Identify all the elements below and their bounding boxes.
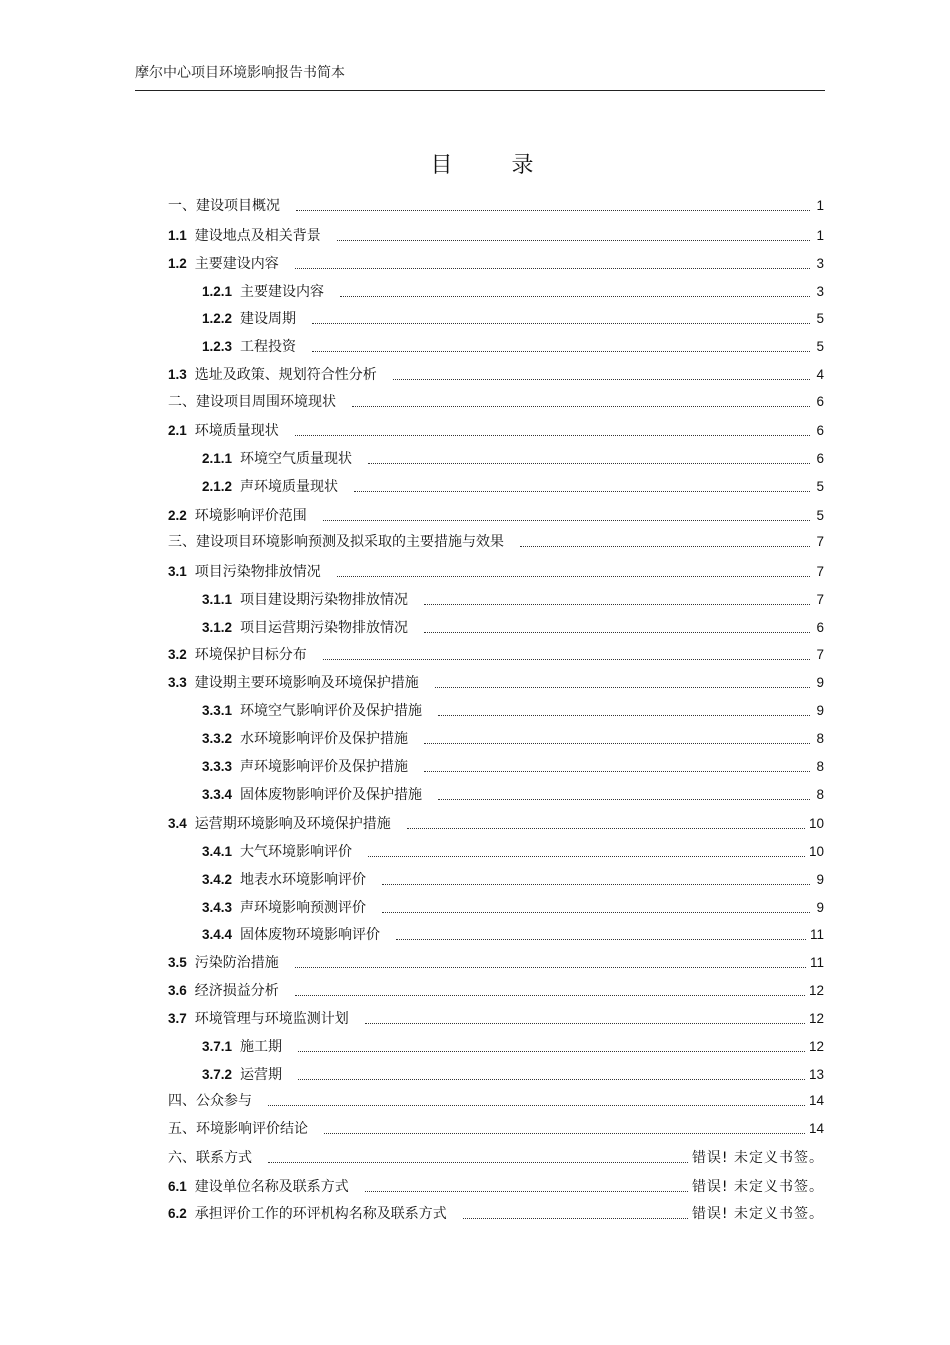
dot-leader <box>268 1099 805 1106</box>
page-number: 5 <box>816 310 824 326</box>
toc-entry[interactable] <box>168 812 824 834</box>
page-number: 6 <box>816 619 824 635</box>
section-number: 3.7.2 <box>202 1066 233 1082</box>
toc-entry-heading <box>168 336 296 356</box>
page-number: 6 <box>816 450 824 466</box>
toc-entry-heading <box>168 531 504 551</box>
dot-leader <box>352 400 810 407</box>
dot-leader <box>424 598 810 605</box>
toc-entry-heading <box>168 1147 252 1167</box>
page-number: 14 <box>808 1120 824 1136</box>
section-number: 3.3.4 <box>202 786 233 802</box>
toc-entry-heading <box>168 1176 349 1196</box>
toc-entry[interactable] <box>168 868 824 890</box>
section-title: 声环境影响预测评价 <box>240 900 367 916</box>
section-title: 四、公众参与 <box>168 1093 252 1109</box>
page-number: 10 <box>808 815 824 831</box>
page-number: 11 <box>809 954 824 970</box>
toc-entry-heading <box>168 1090 252 1110</box>
section-title: 运营期 <box>240 1067 283 1083</box>
toc-entry-heading <box>168 980 279 1000</box>
dot-leader <box>393 373 810 380</box>
section-title: 环境空气质量现状 <box>240 451 353 467</box>
section-number: 3.1.2 <box>202 619 233 635</box>
section-number: 1.2.2 <box>202 310 233 326</box>
section-number: 3.1 <box>168 563 187 579</box>
page-number: 7 <box>816 646 824 662</box>
section-title: 项目污染物排放情况 <box>194 564 321 580</box>
section-number: 2.2 <box>168 507 187 523</box>
toc-entry-heading <box>168 589 408 609</box>
toc-entry[interactable] <box>168 951 824 973</box>
toc-entry[interactable] <box>168 699 824 721</box>
section-number: 6.2 <box>168 1205 187 1221</box>
toc-entry-heading <box>168 281 324 301</box>
toc-entry[interactable] <box>168 363 824 385</box>
toc-entry-heading <box>168 561 321 581</box>
section-title: 工程投资 <box>240 339 297 355</box>
toc-entry[interactable] <box>168 504 824 526</box>
toc-entry-heading <box>168 1203 447 1223</box>
section-title: 固体废物环境影响评价 <box>240 927 381 943</box>
toc-entry[interactable] <box>168 923 824 945</box>
header-divider <box>135 90 825 91</box>
toc-entry-heading <box>168 448 352 468</box>
toc-entry[interactable] <box>168 1146 824 1168</box>
section-title: 地表水环境影响评价 <box>240 872 367 888</box>
toc-entry-heading <box>168 756 408 776</box>
dot-leader <box>407 822 805 829</box>
page-number: 7 <box>816 591 824 607</box>
page-number: 1 <box>816 197 824 213</box>
dot-leader <box>337 570 810 577</box>
dot-leader <box>368 457 810 464</box>
toc-entry-heading <box>168 1118 308 1138</box>
toc-entry[interactable] <box>168 280 824 302</box>
toc-entry-heading <box>168 644 307 664</box>
toc-entry[interactable] <box>168 616 824 638</box>
page-number: 1 <box>816 227 824 243</box>
toc-entry[interactable] <box>168 1063 824 1085</box>
section-title: 运营期环境影响及环境保护措施 <box>194 816 391 832</box>
dot-leader <box>424 765 810 772</box>
dot-leader <box>520 540 810 547</box>
section-number: 3.4.1 <box>202 843 233 859</box>
page-number: 12 <box>808 1010 824 1026</box>
toc-entry-heading <box>168 617 408 637</box>
toc-entry[interactable] <box>168 840 824 862</box>
toc-entry-heading <box>168 1008 349 1028</box>
dot-leader <box>382 906 810 913</box>
section-title: 声环境质量现状 <box>240 479 339 495</box>
section-number: 1.1 <box>168 227 187 243</box>
toc-entry[interactable] <box>168 419 824 441</box>
toc-entry[interactable] <box>168 390 824 412</box>
toc-entry[interactable] <box>168 307 824 329</box>
section-number: 1.3 <box>168 366 187 382</box>
toc-entry-heading <box>168 869 366 889</box>
dot-leader <box>382 878 810 885</box>
toc-entry-heading <box>168 952 279 972</box>
section-number: 6.1 <box>168 1178 187 1194</box>
toc-entry[interactable] <box>168 755 824 777</box>
toc-entry-heading <box>168 476 338 496</box>
page-number: 7 <box>816 533 824 549</box>
section-title: 环境影响评价范围 <box>194 508 307 524</box>
section-title: 五、环境影响评价结论 <box>168 1121 308 1137</box>
section-number: 3.4.3 <box>202 899 233 915</box>
toc-entry-heading <box>168 672 419 692</box>
dot-leader <box>295 262 810 269</box>
dot-leader <box>312 317 810 324</box>
toc-entry[interactable] <box>168 447 824 469</box>
page-number: 14 <box>808 1092 824 1108</box>
toc-entry[interactable] <box>168 671 824 693</box>
section-title: 污染防治措施 <box>194 955 279 971</box>
section-number: 3.3.3 <box>202 758 233 774</box>
page-number: 8 <box>816 730 824 746</box>
toc-entry[interactable] <box>168 252 824 274</box>
page-number: 错误! 未定义书签。 <box>691 1179 824 1195</box>
toc-entry-heading <box>168 391 336 411</box>
dot-leader <box>296 204 810 211</box>
page-number: 6 <box>816 393 824 409</box>
toc-entry-heading <box>168 364 377 384</box>
toc-entry[interactable] <box>168 1175 824 1197</box>
section-number: 2.1.1 <box>202 450 233 466</box>
section-title: 建设期主要环境影响及环境保护措施 <box>194 675 419 691</box>
section-title: 建设单位名称及联系方式 <box>194 1179 349 1195</box>
section-number: 3.5 <box>168 954 187 970</box>
section-number: 3.3.2 <box>202 730 233 746</box>
section-number: 2.1 <box>168 422 187 438</box>
dot-leader <box>354 485 810 492</box>
section-title: 声环境影响评价及保护措施 <box>240 759 409 775</box>
toc-entry[interactable] <box>168 335 824 357</box>
section-title: 环境管理与环境监测计划 <box>194 1011 349 1027</box>
dot-leader <box>365 1185 688 1192</box>
page-number: 11 <box>809 926 824 942</box>
dot-leader <box>424 737 810 744</box>
toc-entry[interactable] <box>168 530 824 552</box>
page-number: 3 <box>816 255 824 271</box>
toc-entry-heading <box>168 420 279 440</box>
toc-entry-heading <box>168 1036 282 1056</box>
toc-entry-heading <box>168 225 321 245</box>
dot-leader <box>268 1156 688 1163</box>
toc-entry[interactable] <box>168 979 824 1001</box>
toc-title: 目 录 <box>430 153 560 178</box>
section-number: 3.6 <box>168 982 187 998</box>
page-number: 9 <box>816 871 824 887</box>
page-number: 错误! 未定义书签。 <box>691 1206 824 1222</box>
section-title: 项目建设期污染物排放情况 <box>240 592 409 608</box>
section-number: 2.1.2 <box>202 478 233 494</box>
toc-entry[interactable] <box>168 588 824 610</box>
section-number: 3.2 <box>168 646 187 662</box>
section-number: 1.2.1 <box>202 283 233 299</box>
toc-entry-heading <box>168 813 391 833</box>
section-title: 大气环境影响评价 <box>240 844 353 860</box>
page-number: 6 <box>816 422 824 438</box>
dot-leader <box>312 345 810 352</box>
page-number: 7 <box>816 563 824 579</box>
section-title: 水环境影响评价及保护措施 <box>240 731 409 747</box>
dot-leader <box>365 1017 805 1024</box>
toc-entry[interactable] <box>168 560 824 582</box>
toc-entry-heading <box>168 505 307 525</box>
dot-leader <box>324 1127 805 1134</box>
page-number: 8 <box>816 758 824 774</box>
toc-entry-heading <box>168 1064 282 1084</box>
section-title: 一、建设项目概况 <box>168 198 280 214</box>
dot-leader <box>340 290 810 297</box>
toc-entry-heading <box>168 253 279 273</box>
dot-leader <box>463 1212 688 1219</box>
toc-entry-heading <box>168 841 352 861</box>
section-title: 经济损益分析 <box>194 983 279 999</box>
page-number: 8 <box>816 786 824 802</box>
dot-leader <box>396 933 806 940</box>
toc-entry[interactable] <box>168 1117 824 1139</box>
section-number: 1.2 <box>168 255 187 271</box>
section-number: 3.3 <box>168 674 187 690</box>
toc-entry-heading <box>168 308 296 328</box>
dot-leader <box>295 989 805 996</box>
toc-entry[interactable] <box>168 783 824 805</box>
toc-entry[interactable] <box>168 727 824 749</box>
page-number: 3 <box>816 283 824 299</box>
dot-leader <box>438 793 810 800</box>
page-number: 13 <box>808 1066 824 1082</box>
toc-entry[interactable] <box>168 1007 824 1029</box>
dot-leader <box>295 961 806 968</box>
section-title: 三、建设项目环境影响预测及拟采取的主要措施与效果 <box>168 534 504 550</box>
section-number: 3.7 <box>168 1010 187 1026</box>
dot-leader <box>298 1073 805 1080</box>
dot-leader <box>424 626 810 633</box>
toc-entry-heading <box>168 195 280 215</box>
section-title: 六、联系方式 <box>168 1150 252 1166</box>
dot-leader <box>337 234 810 241</box>
page-number: 错误! 未定义书签。 <box>691 1150 824 1166</box>
section-title: 承担评价工作的环评机构名称及联系方式 <box>194 1206 447 1222</box>
page-number: 9 <box>816 674 824 690</box>
page-number: 10 <box>808 843 824 859</box>
section-number: 3.1.1 <box>202 591 233 607</box>
toc-entry[interactable] <box>168 1035 824 1057</box>
section-title: 项目运营期污染物排放情况 <box>240 620 409 636</box>
document-header: 摩尔中心项目环境影响报告书简本 <box>135 65 345 81</box>
toc-entry[interactable] <box>168 1202 824 1224</box>
page-number: 12 <box>808 1038 824 1054</box>
toc-entry[interactable] <box>168 475 824 497</box>
section-title: 二、建设项目周围环境现状 <box>168 394 336 410</box>
dot-leader <box>323 653 810 660</box>
section-title: 环境保护目标分布 <box>194 647 307 663</box>
dot-leader <box>438 709 810 716</box>
page-number: 5 <box>816 478 824 494</box>
toc-entry-heading <box>168 728 408 748</box>
toc-entry-heading <box>168 784 422 804</box>
page-number: 9 <box>816 702 824 718</box>
toc-entry[interactable] <box>168 1089 824 1111</box>
dot-leader <box>368 850 805 857</box>
page-number: 4 <box>816 366 824 382</box>
page-number: 9 <box>816 899 824 915</box>
toc-entry[interactable] <box>168 224 824 246</box>
toc-entry-heading <box>168 924 380 944</box>
page-number: 5 <box>816 338 824 354</box>
section-number: 1.2.3 <box>202 338 233 354</box>
section-number: 3.4.2 <box>202 871 233 887</box>
section-title: 主要建设内容 <box>240 284 325 300</box>
section-number: 3.3.1 <box>202 702 233 718</box>
section-title: 主要建设内容 <box>194 256 279 272</box>
section-number: 3.4.4 <box>202 926 233 942</box>
toc-entry-heading <box>168 700 422 720</box>
dot-leader <box>323 514 810 521</box>
dot-leader <box>435 681 810 688</box>
section-title: 施工期 <box>240 1039 283 1055</box>
section-title: 环境空气影响评价及保护措施 <box>240 703 423 719</box>
section-title: 建设周期 <box>240 311 297 327</box>
toc-entry[interactable] <box>168 896 824 918</box>
toc-entry[interactable] <box>168 643 824 665</box>
section-title: 建设地点及相关背景 <box>194 228 321 244</box>
section-title: 选址及政策、规划符合性分析 <box>194 367 377 383</box>
section-number: 3.4 <box>168 815 187 831</box>
dot-leader <box>295 429 810 436</box>
dot-leader <box>298 1045 805 1052</box>
toc-entry[interactable] <box>168 194 824 216</box>
section-title: 环境质量现状 <box>194 423 279 439</box>
page-number: 12 <box>808 982 824 998</box>
page-number: 5 <box>816 507 824 523</box>
section-number: 3.7.1 <box>202 1038 233 1054</box>
toc-entry-heading <box>168 897 366 917</box>
section-title: 固体废物影响评价及保护措施 <box>240 787 423 803</box>
